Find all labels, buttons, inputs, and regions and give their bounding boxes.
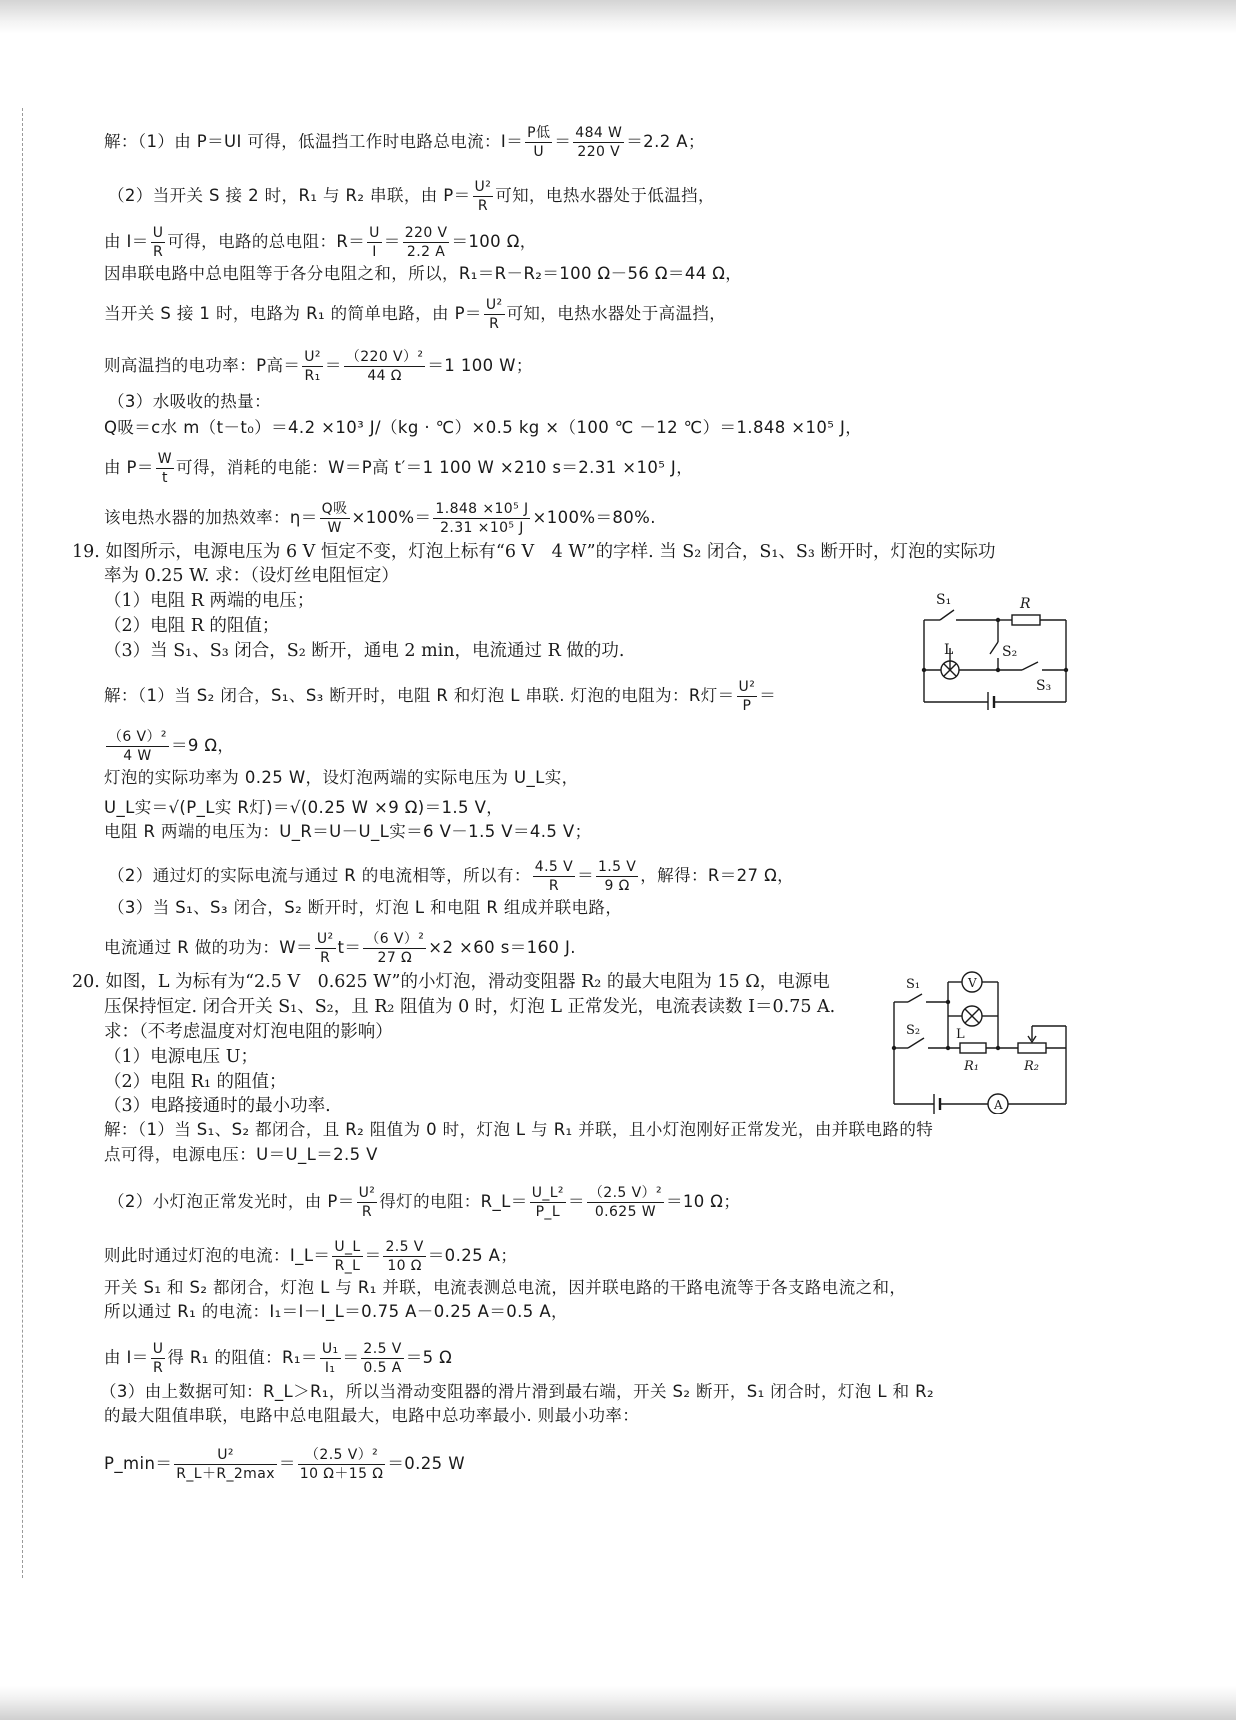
label-l: L: [956, 1027, 965, 1042]
fraction: [298, 1446, 386, 1483]
fraction: [367, 224, 382, 261]
text: 由 P＝: [104, 458, 154, 477]
text: ＝: [554, 132, 572, 151]
fraction: [530, 1184, 566, 1221]
junction: [996, 618, 1000, 622]
numerator: W: [157, 451, 173, 467]
label-a: A: [994, 1098, 1003, 1112]
denominator: R: [489, 316, 500, 332]
numerator: U²: [485, 297, 503, 313]
label-r2: R₂: [1024, 1059, 1039, 1074]
text: 则此时通过灯泡的电流：I_L＝: [104, 1246, 331, 1265]
text: ＝: [364, 1246, 382, 1265]
label-s2: S₂: [906, 1023, 921, 1038]
label-s1: S₁: [906, 977, 921, 992]
text: ＝: [383, 232, 401, 251]
denominator: I₁: [324, 1360, 336, 1376]
fraction: [174, 1446, 277, 1483]
fraction: [332, 1238, 362, 1275]
s20-line-4: [104, 1238, 517, 1275]
left-margin-rule: [22, 108, 23, 1578]
text: ＝0.25 A；: [427, 1246, 518, 1265]
text: 可知，电热水器处于低温挡，: [495, 186, 715, 205]
denominator: R: [320, 950, 331, 966]
numerator: 484 W: [575, 125, 623, 141]
denominator: R: [152, 1360, 164, 1376]
label-v: V: [968, 976, 977, 990]
denominator: P_L: [535, 1204, 561, 1220]
text: 如图所示，电源电压为 6 V 恒定不变，灯泡上标有“6 V 4 W”的字样. 当 S₂ 闭合，S₁、S₃ 断开时，灯泡的实际功: [105, 542, 996, 562]
s20-line-8: （3）由上数据可知：R_L＞R₁，所以当滑动变阻器的滑片滑到最右端，开关 S₂ 断开，S₁ 闭合时，灯泡 L 和 R₂: [100, 1382, 935, 1401]
denominator: P: [742, 698, 752, 714]
label-s3: S₃: [1036, 678, 1052, 694]
denominator: R: [477, 198, 488, 214]
text: 可得，电路的总电阻：R＝: [167, 232, 366, 251]
s18-line-2: [108, 178, 715, 215]
fraction: [156, 450, 174, 487]
label-s2: S₂: [1002, 644, 1018, 660]
fraction: [587, 1184, 664, 1221]
s20-line-7: [104, 1340, 452, 1377]
text: ＝: [278, 1454, 296, 1473]
fraction: [403, 224, 450, 261]
text: 由 I＝: [104, 232, 149, 251]
text: 则高温挡的电功率：P高＝: [104, 356, 301, 375]
switch-s1-blade: [940, 610, 954, 620]
fraction: [302, 348, 323, 385]
denominator: 10 Ω: [387, 1258, 422, 1274]
text: ×100%＝: [351, 508, 432, 527]
text: （2）小灯泡正常发光时，由 P＝: [108, 1192, 355, 1211]
numerator: U²: [358, 1185, 376, 1201]
text: 当开关 S 接 1 时，电路为 R₁ 的简单电路，由 P＝: [104, 304, 482, 323]
question-number: 20.: [72, 972, 100, 992]
fraction: [363, 930, 426, 967]
numerator: Q吸: [321, 501, 348, 517]
text: （2）通过灯的实际电流与通过 R 的电流相等，所以有：: [108, 866, 531, 885]
junction: [996, 668, 1000, 672]
junction: [946, 1046, 950, 1050]
text: ×2 ×60 s＝160 J.: [428, 938, 576, 957]
fraction: [320, 1340, 341, 1377]
s20-line-1: 解：（1）当 S₁、S₂ 都闭合，且 R₂ 阻值为 0 时，灯泡 L 与 R₁ 并联，且小灯泡刚好正常发光，由并联电路的特: [104, 1120, 934, 1139]
s18-line-1: [104, 124, 705, 161]
fraction: [344, 348, 426, 385]
s19-line-5: 电阻 R 两端的电压为：U_R＝U－U_L实＝6 V－1.5 V＝4.5 V；: [104, 822, 592, 841]
text: ＝5 Ω: [405, 1348, 453, 1367]
fraction: [383, 1238, 425, 1275]
s19-line-6: [108, 858, 794, 895]
numerator: （220 V）²: [345, 349, 424, 365]
fraction: [573, 124, 624, 161]
circuit-svg-19: [910, 590, 1070, 710]
s19-line-8: [104, 930, 576, 967]
fraction: [357, 1184, 378, 1221]
denominator: 0.5 A: [363, 1360, 402, 1376]
text: ×100%＝80%.: [532, 508, 656, 527]
numerator: U: [369, 225, 380, 241]
text: ＝9 Ω，: [170, 736, 235, 755]
s18-line-7: （3）水吸收的热量：: [108, 392, 271, 411]
text: t＝: [337, 938, 362, 957]
fraction: [320, 500, 350, 537]
s18-line-5: [104, 296, 726, 333]
numerator: 1.5 V: [597, 859, 637, 875]
rheostat-r2: [1018, 1043, 1046, 1053]
resistor-r1: [960, 1043, 986, 1053]
fraction: [533, 858, 575, 895]
text: ＝: [324, 356, 342, 375]
numerator: （6 V）²: [365, 931, 425, 947]
junction: [892, 1046, 896, 1050]
fraction: [737, 678, 758, 715]
text: 电流通过 R 做的功为：W＝: [104, 938, 313, 957]
s19-line-4: U_L实＝√(P_L实 R灯)＝√(0.25 W ×9 Ω)＝1.5 V，: [104, 798, 504, 817]
s18-line-6: [104, 348, 533, 385]
switch-s2-blade: [908, 1038, 924, 1048]
label-s1: S₁: [936, 592, 952, 608]
text: ＝1 100 W；: [427, 356, 533, 375]
text: ＝100 Ω，: [451, 232, 537, 251]
s20-line-10: [104, 1446, 465, 1483]
denominator: R₁: [304, 368, 321, 384]
circuit-diagram-20: [888, 966, 1078, 1114]
numerator: U²: [738, 679, 756, 695]
denominator: 2.2 A: [406, 244, 446, 260]
q20-line-5: （2）电阻 R₁ 的阻值；: [104, 1072, 287, 1092]
denominator: R: [548, 878, 559, 894]
s20-line-9: 的最大阻值串联，电路中总电阻最大，电路中总功率最小. 则最小功率：: [104, 1406, 640, 1425]
numerator: 220 V: [404, 225, 448, 241]
q20-line-1: [72, 970, 830, 994]
text: 可知，电热水器处于高温挡，: [506, 304, 727, 323]
s19-line-3: 灯泡的实际功率为 0.25 W，设灯泡两端的实际电压为 U_L实，: [104, 768, 579, 787]
denominator: U: [533, 144, 545, 160]
text: 解：（1）由 P＝UI 可得，低温挡工作时电路总电流：I＝: [104, 132, 524, 151]
numerator: 2.5 V: [363, 1341, 402, 1357]
denominator: R: [152, 244, 164, 260]
text: 得灯的电阻：R_L＝: [379, 1192, 528, 1211]
numerator: U²: [316, 931, 334, 947]
numerator: U²: [304, 349, 321, 365]
text: 可得，消耗的电能：W＝P高 t′＝1 100 W ×210 s＝2.31 ×10⁵ J，: [176, 458, 694, 477]
numerator: 2.5 V: [385, 1239, 424, 1255]
q19-line-1: [72, 540, 995, 564]
circuit-diagram-19: [910, 590, 1070, 710]
numerator: U_L: [334, 1239, 361, 1255]
text: 得 R₁ 的阻值：R₁＝: [167, 1348, 318, 1367]
s20-line-6: 所以通过 R₁ 的电流：I₁＝I－I_L＝0.75 A－0.25 A＝0.5 A，: [104, 1302, 568, 1321]
q19-line-5: （3）当 S₁、S₃ 闭合，S₂ 断开，通电 2 min，电流通过 R 做的功.: [104, 641, 625, 661]
denominator: R_L: [334, 1258, 361, 1274]
q19-line-2: 率为 0.25 W. 求：（设灯丝电阻恒定）: [104, 566, 399, 586]
text: P_min＝: [104, 1454, 173, 1473]
question-number: 19.: [72, 542, 100, 562]
q19-line-3: （1）电阻 R 两端的电压；: [104, 591, 315, 611]
text: ，解得：R＝27 Ω，: [640, 866, 794, 885]
fraction: [151, 224, 166, 261]
q20-line-6: （3）电路接通时的最小功率.: [104, 1096, 331, 1116]
denominator: R: [361, 1204, 372, 1220]
numerator: （2.5 V）²: [298, 1446, 386, 1465]
switch-s3-blade: [1022, 662, 1038, 670]
numerator: （6 V）²: [108, 729, 167, 745]
denominator: 2.31 ×10⁵ J: [440, 520, 524, 536]
fraction: [106, 728, 169, 765]
denominator: I: [372, 244, 377, 260]
numerator: U: [152, 1341, 164, 1357]
numerator: P低: [527, 125, 551, 141]
junction: [1064, 668, 1068, 672]
s20-line-5: 开关 S₁ 和 S₂ 都闭合，灯泡 L 与 R₁ 并联，电流表测总电流，因并联电路的干路电流等于各支路电流之和，: [104, 1278, 907, 1297]
text: ＝: [577, 866, 594, 885]
text: ＝0.25 W: [387, 1454, 465, 1473]
fraction: [315, 930, 336, 967]
text: （2）当开关 S 接 2 时，R₁ 与 R₂ 串联，由 P＝: [108, 186, 471, 205]
numerator: U: [152, 225, 164, 241]
text: ＝: [567, 1192, 585, 1211]
circuit-svg-20: [888, 966, 1078, 1114]
numerator: 1.848 ×10⁵ J: [435, 501, 529, 517]
s18-line-4: 因串联电路中总电阻等于各分电阻之和，所以，R₁＝R－R₂＝100 Ω－56 Ω＝44 Ω，: [104, 264, 743, 283]
text: 由 I＝: [104, 1348, 149, 1367]
q20-line-2: 压保持恒定. 闭合开关 S₁、S₂，且 R₂ 阻值为 0 时，灯泡 L 正常发光，电流表读数 I＝0.75 A.: [104, 997, 836, 1017]
label-r: R: [1020, 596, 1031, 612]
numerator: U²: [474, 179, 492, 195]
numerator: U_L²: [531, 1185, 564, 1201]
fraction: [473, 178, 494, 215]
numerator: U²: [174, 1446, 277, 1465]
text: ＝2.2 A；: [626, 132, 705, 151]
numerator: 4.5 V: [534, 859, 574, 875]
fraction: [433, 500, 530, 537]
denominator: 44 Ω: [367, 368, 402, 384]
text: ＝10 Ω；: [665, 1192, 741, 1211]
numerator: U₁: [321, 1341, 339, 1357]
s19-line-2: [104, 728, 234, 765]
s18-line-10: [104, 500, 656, 537]
fraction: [361, 1340, 403, 1377]
denominator: 220 V: [577, 144, 621, 160]
s20-line-2: 点可得，电源电压：U＝U_L＝2.5 V: [104, 1145, 378, 1164]
fraction: [484, 296, 505, 333]
s19-line-1: [104, 678, 776, 715]
s19-line-7: （3）当 S₁、S₃ 闭合，S₂ 断开时，灯泡 L 和电阻 R 组成并联电路，: [108, 898, 623, 917]
denominator: t: [161, 470, 168, 486]
denominator: W: [327, 520, 342, 536]
s18-line-9: [104, 450, 693, 487]
numerator: （2.5 V）²: [588, 1185, 662, 1201]
switch-s1-blade: [908, 994, 922, 1002]
s18-line-8: Q吸＝c水 m（t－t₀）＝4.2 ×10³ J/（kg · ℃）×0.5 kg ×（100 ℃ －12 ℃）＝1.848 ×10⁵ J，: [104, 418, 863, 437]
denominator: R_L＋R_2max: [176, 1466, 275, 1482]
denominator: 10 Ω＋15 Ω: [299, 1466, 384, 1482]
text: ＝: [759, 686, 777, 705]
denominator: 0.625 W: [594, 1204, 656, 1220]
s18-line-3: [104, 224, 537, 261]
q20-line-3: 求：（不考虑温度对灯泡电阻的影响）: [104, 1022, 393, 1042]
denominator: 27 Ω: [377, 950, 413, 966]
resistor-r: [1012, 615, 1040, 625]
fraction: [596, 858, 638, 895]
q20-line-4: （1）电源电压 U；: [104, 1047, 258, 1067]
junction: [946, 1000, 950, 1004]
fraction: [151, 1340, 166, 1377]
text: 该电热水器的加热效率：η＝: [104, 508, 318, 527]
denominator: 4 W: [123, 748, 152, 764]
junction: [922, 668, 926, 672]
text: 解：（1）当 S₂ 闭合，S₁、S₃ 断开时，电阻 R 和灯泡 L 串联. 灯泡的电阻为：R灯＝: [104, 686, 735, 705]
junction: [996, 1046, 1000, 1050]
label-l: L: [944, 642, 954, 658]
s20-line-3: [108, 1184, 740, 1221]
text: ＝: [342, 1348, 360, 1367]
switch-s2-blade: [990, 642, 998, 654]
label-r1: R₁: [964, 1059, 979, 1074]
denominator: 9 Ω: [604, 878, 630, 894]
text: 如图，L 为标有为“2.5 V 0.625 W”的小灯泡，滑动变阻器 R₂ 的最大电阻为 15 Ω，电源电: [105, 972, 830, 992]
fraction: [525, 124, 552, 161]
q19-line-4: （2）电阻 R 的阻值；: [104, 616, 280, 636]
